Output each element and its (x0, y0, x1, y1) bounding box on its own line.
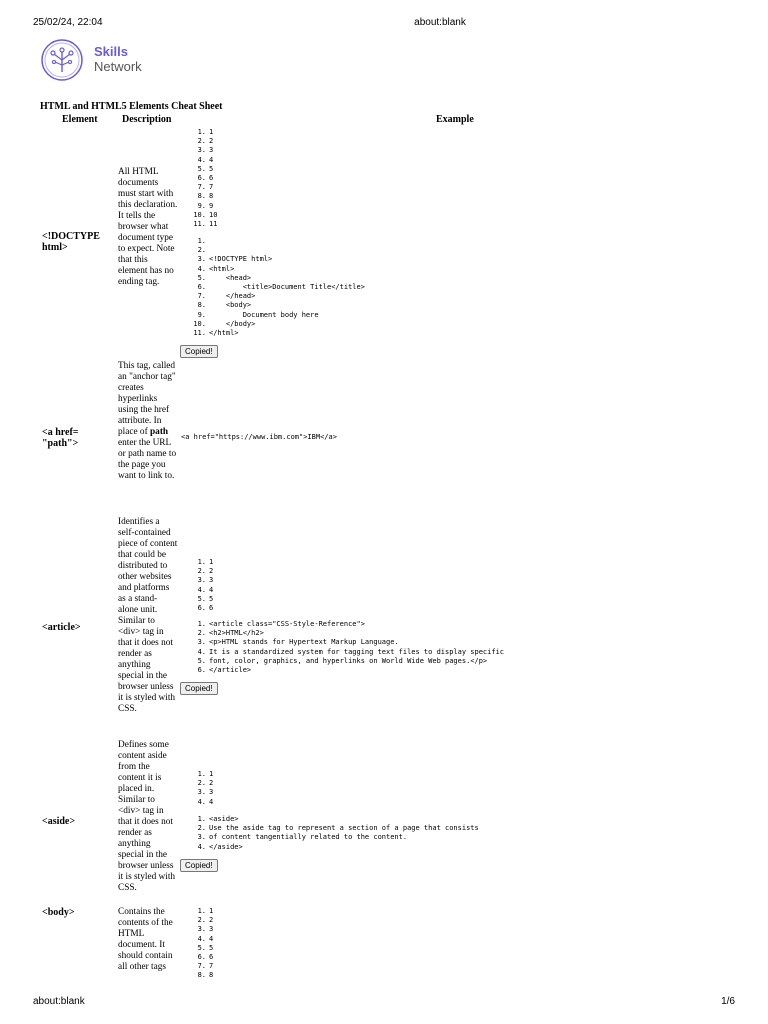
line-text: 2 (209, 567, 214, 576)
code-line (190, 558, 213, 567)
line-numbers-article (190, 558, 213, 613)
line-number: 10. (193, 210, 206, 219)
line-number: 4. (197, 264, 206, 273)
line-text: 2 (209, 137, 214, 146)
line-text: </aside> (209, 842, 243, 851)
code-line (190, 329, 365, 338)
element-doctype: <!DOCTYPE html> (42, 231, 100, 253)
line-number: 5. (197, 164, 206, 173)
line-number: 11. (193, 220, 206, 229)
line-number: 6. (197, 174, 206, 183)
line-number: 2. (197, 824, 206, 833)
line-numbers-doctype (190, 128, 217, 229)
line-number: 3. (197, 638, 206, 647)
code-line (190, 576, 213, 585)
description-article: Identifies a self-contained piece of content that could be distributed to other websites and platforms as a stand- alone unit. Similar to <div> tag in that it does not render as anything special in the browser unless it is styled with CSS. (118, 517, 178, 714)
line-text: of content tangentially related to the content. (209, 833, 408, 842)
line-number: 7. (197, 292, 206, 301)
code-line (190, 174, 217, 183)
line-number: 2. (197, 629, 206, 638)
line-text: </article> (209, 666, 252, 675)
code-line (190, 824, 479, 833)
line-text: 5 (209, 943, 214, 952)
line-text: 4 (209, 797, 214, 806)
code-line (190, 586, 213, 595)
line-number: 10. (193, 319, 206, 328)
code-line (190, 292, 365, 301)
line-text: <html> (209, 264, 235, 273)
line-text: <article class="CSS-Style-Reference"> (209, 620, 365, 628)
code-line (190, 657, 504, 666)
line-number: 3. (197, 925, 206, 934)
line-text: 5 (209, 594, 214, 603)
code-article (190, 620, 504, 675)
line-number: 1. (197, 128, 206, 136)
line-number: 2. (197, 567, 206, 576)
code-line (190, 192, 217, 201)
code-line (190, 788, 213, 797)
copy-button-doctype[interactable]: Copied! (180, 345, 218, 358)
code-line (190, 629, 504, 638)
code-aside (190, 815, 479, 852)
column-header-example: Example (436, 114, 474, 125)
element-article: <article> (42, 622, 81, 633)
footer-url: about:blank (33, 996, 85, 1007)
line-number: 1. (197, 237, 206, 245)
code-line (190, 255, 365, 264)
code-line (190, 567, 213, 576)
skills-network-logo (40, 38, 200, 84)
code-line (190, 283, 365, 292)
line-text: </body> (209, 319, 256, 328)
code-line (190, 833, 479, 842)
line-text: 7 (209, 962, 214, 971)
copy-button-article[interactable]: Copied! (180, 682, 218, 695)
description-doctype: All HTML documents must start with this declaration. It tells the browser what document type to expect. Note that this element has no ending tag. (118, 167, 178, 287)
line-number: 4. (197, 797, 206, 806)
code-line (190, 916, 213, 925)
line-text: <p>HTML stands for Hypertext Markup Language. (209, 638, 399, 647)
code-line (190, 798, 213, 807)
code-line (190, 595, 213, 604)
line-number: 6. (197, 953, 206, 962)
code-line (190, 815, 479, 824)
line-text: 6 (209, 174, 214, 183)
line-number: 5. (197, 594, 206, 603)
line-text: 10 (209, 210, 218, 219)
line-numbers-aside (190, 770, 213, 807)
code-line (190, 953, 213, 962)
code-line (190, 935, 213, 944)
code-line (190, 620, 504, 629)
code-anchor: <a href="https://www.ibm.com">IBM</a> (181, 433, 337, 441)
line-text: 2 (209, 779, 214, 788)
code-line (190, 944, 213, 953)
line-text: 9 (209, 201, 214, 210)
copy-button-aside[interactable]: Copied! (180, 859, 218, 872)
line-number: 1. (197, 620, 206, 628)
description-anchor-part2: enter the URL or path name to the page you want to link to. (118, 438, 177, 481)
description-anchor-part1: This tag, called an "anchor tag" creates hyperlinks using the href attribute. In place of (118, 361, 176, 437)
line-text: <body> (209, 301, 252, 310)
line-text: font, color, graphics, and hyperlinks on World Wide Web pages.</p> (209, 656, 488, 665)
code-line (190, 770, 213, 779)
line-text: 6 (209, 953, 214, 962)
code-line (190, 183, 217, 192)
line-text: 4 (209, 934, 214, 943)
line-text: <head> (209, 273, 252, 282)
line-number: 4. (197, 647, 206, 656)
column-header-element: Element (62, 114, 98, 125)
code-line (190, 146, 217, 155)
code-line (190, 128, 217, 137)
line-number: 5. (197, 273, 206, 282)
code-line (190, 137, 217, 146)
code-line (190, 962, 213, 971)
line-text: Use the aside tag to represent a section of a page that consists (209, 824, 479, 833)
line-number: 2. (197, 916, 206, 925)
line-number: 4. (197, 155, 206, 164)
code-line (190, 925, 213, 934)
line-text: 7 (209, 183, 214, 192)
line-number: 11. (193, 329, 206, 338)
line-text: </head> (209, 292, 256, 301)
line-number: 1. (197, 907, 206, 915)
element-anchor: <a href= "path"> (42, 427, 79, 449)
line-text: <aside> (209, 815, 239, 823)
line-text: 3 (209, 576, 214, 585)
line-number: 3. (197, 576, 206, 585)
line-text: 1 (209, 558, 214, 566)
line-text: 8 (209, 192, 214, 201)
line-text: 3 (209, 788, 214, 797)
code-line (190, 246, 365, 255)
code-line (190, 638, 504, 647)
network-tree-icon (40, 38, 84, 82)
line-text: Document body here (209, 310, 319, 319)
code-line (190, 211, 217, 220)
line-text: 3 (209, 146, 214, 155)
line-number: 3. (197, 788, 206, 797)
logo-line-network: Network (94, 59, 142, 74)
line-number: 1. (197, 815, 206, 823)
line-text: <title>Document Title</title> (209, 283, 365, 292)
code-line (190, 265, 365, 274)
code-line (190, 237, 365, 246)
description-anchor-path: path (150, 427, 169, 437)
line-number: 2. (197, 779, 206, 788)
line-number: 8. (197, 971, 206, 980)
line-text: 2 (209, 916, 214, 925)
description-body: Contains the contents of the HTML document. It should contain all other tags (118, 907, 173, 972)
line-text: 5 (209, 164, 214, 173)
code-line (190, 165, 217, 174)
line-number: 9. (197, 310, 206, 319)
line-text: 3 (209, 925, 214, 934)
code-line (190, 779, 213, 788)
line-number: 3. (197, 255, 206, 264)
line-number: 1. (197, 770, 206, 778)
line-text: 8 (209, 971, 214, 980)
page-title: HTML and HTML5 Elements Cheat Sheet (40, 101, 223, 112)
code-line (190, 156, 217, 165)
line-number: 7. (197, 183, 206, 192)
line-number: 8. (197, 301, 206, 310)
line-number: 9. (197, 201, 206, 210)
line-text: 1 (209, 128, 214, 136)
code-line (190, 907, 213, 916)
code-line (190, 320, 365, 329)
code-line (190, 220, 217, 229)
code-line (190, 604, 213, 613)
print-datetime: 25/02/24, 22:04 (33, 17, 103, 28)
code-line (190, 843, 479, 852)
line-number: 2. (197, 137, 206, 146)
line-number: 4. (197, 934, 206, 943)
line-number: 7. (197, 962, 206, 971)
line-text: <!DOCTYPE html> (209, 255, 273, 264)
logo-line-skills: Skills (94, 44, 128, 59)
element-body: <body> (42, 907, 75, 918)
line-text: <h2>HTML</h2> (209, 629, 264, 638)
line-number: 2. (197, 246, 206, 255)
line-number: 5. (197, 656, 206, 665)
code-line (190, 648, 504, 657)
line-number: 1. (197, 558, 206, 566)
line-text: 11 (209, 220, 218, 229)
line-text: 1 (209, 770, 214, 778)
line-number: 3. (197, 146, 206, 155)
element-aside: <aside> (42, 816, 76, 827)
line-text: 6 (209, 604, 214, 613)
line-text: It is a standardized system for tagging text files to display specific (209, 647, 505, 656)
code-line (190, 666, 504, 675)
code-line (190, 311, 365, 320)
line-text: 1 (209, 907, 214, 915)
line-number: 4. (197, 842, 206, 851)
code-line (190, 274, 365, 283)
line-text: </html> (209, 329, 239, 338)
print-url: about:blank (414, 17, 466, 28)
code-doctype (190, 237, 365, 338)
line-number: 5. (197, 943, 206, 952)
line-text: 4 (209, 155, 214, 164)
line-number: 6. (197, 604, 206, 613)
line-number: 3. (197, 833, 206, 842)
line-number: 6. (197, 666, 206, 675)
column-header-description: Description (122, 114, 172, 125)
line-number: 6. (197, 283, 206, 292)
page-number: 1/6 (721, 996, 735, 1007)
line-number: 8. (197, 192, 206, 201)
code-line (190, 202, 217, 211)
line-number: 4. (197, 585, 206, 594)
code-line (190, 971, 213, 980)
line-numbers-body (190, 907, 213, 981)
description-aside: Defines some content aside from the content it is placed in. Similar to <div> tag in that it does not render as anything special in the browser unless it is styled with CSS. (118, 740, 176, 893)
description-anchor (118, 361, 178, 482)
line-text: 4 (209, 585, 214, 594)
code-line (190, 301, 365, 310)
